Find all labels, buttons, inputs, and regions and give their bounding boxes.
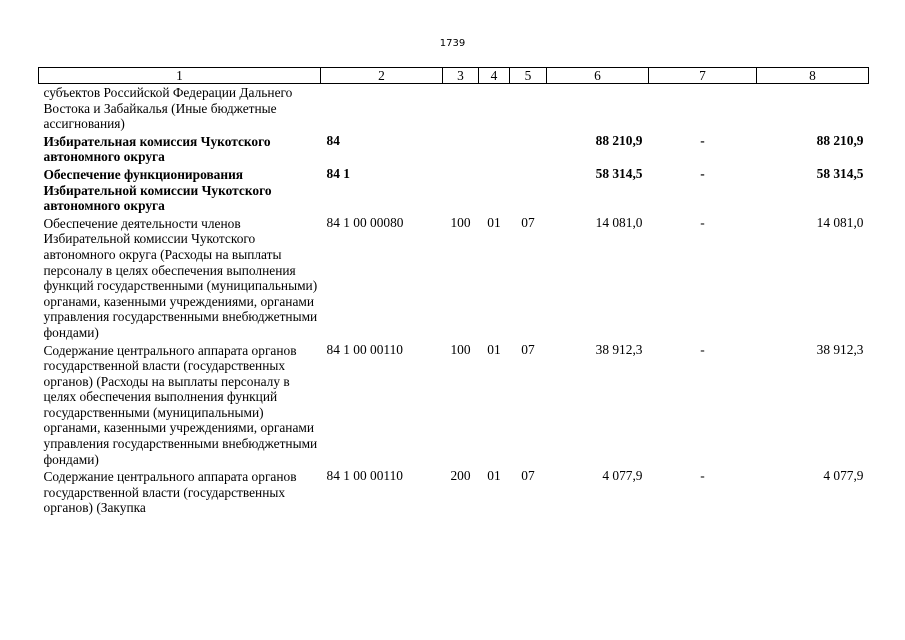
row-change: - — [700, 341, 705, 357]
row-subsection — [510, 84, 547, 133]
row-expense-type — [443, 166, 479, 215]
page-number: 1739 — [439, 38, 466, 49]
row-change: - — [700, 165, 705, 181]
row-section: 01 — [487, 214, 501, 230]
row-section: 01 — [487, 468, 501, 484]
row-sum: 88 210,9 — [595, 132, 643, 148]
table-row — [39, 84, 869, 133]
row-subsection: 07 — [521, 468, 535, 484]
row-subsection: 07 — [521, 214, 535, 230]
row-target-article: 84 1 00 00110 — [326, 341, 403, 357]
row-sum: 4 077,9 — [602, 468, 643, 484]
row-sum: 58 314,5 — [595, 165, 643, 181]
row-name: Обеспечение функционирования Избирательной комиссии Чукотского автономного округа — [43, 166, 272, 214]
row-sum: 38 912,3 — [595, 341, 643, 357]
row-change: - — [700, 468, 705, 484]
row-total: 58 314,5 — [816, 165, 864, 181]
row-expense-type — [443, 84, 479, 133]
row-name: Содержание центрального аппарата органов государственной власти (государственных органов) (Расходы на выплаты персоналу в целях обеспечения выполнения функций государственными (муниципальными) органами, казенными учреждениями, органами управления государственными внебюджетными фондами) — [43, 342, 318, 467]
header-col-4: 4 — [479, 68, 510, 84]
row-target-article: 84 1 00 00080 — [326, 214, 404, 230]
row-section: 01 — [487, 341, 501, 357]
row-section — [479, 84, 510, 133]
header-col-7: 7 — [649, 68, 757, 84]
table-row — [39, 215, 869, 342]
row-name: Обеспечение деятельности членов Избирательной комиссии Чукотского автономного округа (Расходы на выплаты персоналу в целях обеспечения выполнения функций государственными (муниципальными) органами, казенными учреждениями, органами управления государственными внебюджетными фондами) — [43, 215, 318, 340]
table-row — [39, 166, 869, 215]
row-target-article: 84 — [326, 132, 340, 148]
row-expense-type — [443, 133, 479, 166]
row-target-article: 84 1 — [326, 165, 350, 181]
row-expense-type: 100 — [450, 341, 471, 357]
row-change: - — [700, 132, 705, 148]
header-col-5: 5 — [510, 68, 547, 84]
table-row — [39, 468, 869, 517]
row-target-article — [321, 84, 443, 133]
row-expense-type: 200 — [450, 468, 471, 484]
header-col-1: 1 — [39, 68, 321, 84]
header-col-2: 2 — [321, 68, 443, 84]
header-col-8: 8 — [757, 68, 869, 84]
row-subsection — [510, 133, 547, 166]
table-row — [39, 342, 869, 469]
row-name: Избирательная комиссия Чукотского автономного округа — [43, 133, 271, 165]
row-total: 4 077,9 — [823, 468, 864, 484]
row-sum: 14 081,0 — [595, 214, 643, 230]
row-section — [479, 166, 510, 215]
row-subsection — [510, 166, 547, 215]
row-total: 14 081,0 — [816, 214, 864, 230]
row-section — [479, 133, 510, 166]
row-total — [757, 84, 869, 133]
row-expense-type: 100 — [450, 214, 471, 230]
row-change: - — [700, 214, 705, 230]
table-row — [39, 133, 869, 166]
row-name: Содержание центрального аппарата органов государственной власти (государственных органов) (Закупка — [43, 469, 297, 516]
row-total: 88 210,9 — [816, 132, 864, 148]
row-sum — [547, 84, 649, 133]
row-name: субъектов Российской Федерации Дальнего Востока и Забайкалья (Иные бюджетные ассигнования) — [43, 85, 293, 132]
budget-table — [38, 67, 869, 517]
header-col-6: 6 — [547, 68, 649, 84]
row-subsection: 07 — [521, 341, 535, 357]
row-target-article: 84 1 00 00110 — [326, 468, 403, 484]
header-col-3: 3 — [443, 68, 479, 84]
row-change — [649, 84, 757, 133]
header-row — [39, 68, 869, 84]
row-total: 38 912,3 — [816, 341, 864, 357]
